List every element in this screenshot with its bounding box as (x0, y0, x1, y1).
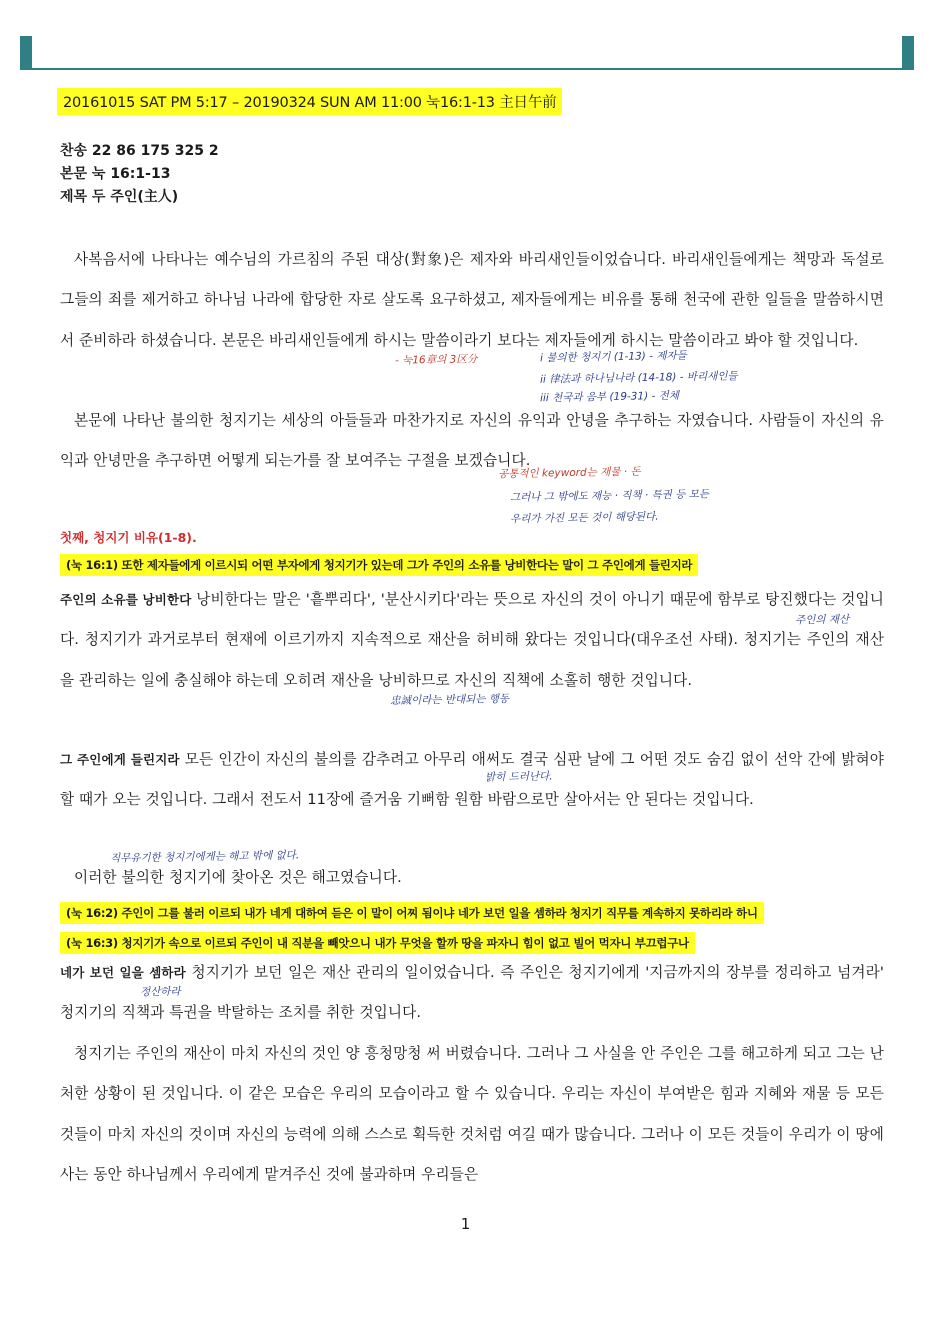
header-corner-bar-right (902, 36, 914, 70)
handwritten-note-keyword: 공통적인 keyword는 재물 · 돈 (497, 465, 641, 481)
intro-paragraph-1: 사복음서에 나타나는 예수님의 가르침의 주된 대상(對象)은 제자와 바리새인들이었습니다. 바리새인들에게는 책망과 독설로 그들의 죄를 제거하고 하나님 나라에 합당한 자로 살도록 요구하셨고, 제자들에게는 비유를 통해 천국에 관한 일들을 말씀하시면서 준비하라 하셨습니다. 본문은 바리새인들에게 하시는 말씀이라기 보다는 제자들에게 하시는 말씀이라고 봐야 할 것입니다. (60, 251, 884, 349)
handwritten-note-keyword-2: 그러나 그 밖에도 재능 · 직책 · 특권 등 모든 (509, 488, 710, 504)
section-heading: 첫째, 청지기 비유(1-8). (60, 530, 197, 545)
intro-paragraph-2: 본문에 나타난 불의한 청지기는 세상의 아들들과 마찬가지로 자신의 유익과 안녕을 추구하는 자였습니다. 사람들이 자신의 유익과 안녕만을 추구하면 어떻게 되는가를 잘 보여주는 구절을 보겠습니다. (60, 412, 884, 470)
page-number: 1 (460, 1215, 471, 1233)
sermon-date-header: 20161015 SAT PM 5:17 – 20190324 SUN AM 11:00 눅16:1-13 主日午前 (57, 88, 562, 115)
hymn-numbers: 찬송 22 86 175 325 2 (60, 143, 219, 159)
paragraph-text: 모든 인간이 자신의 불의를 감추려고 아무리 애써도 결국 심판 날에 그 어떤 것도 숨김 없이 선악 간에 밝혀야 할 때가 오는 것입니다. 그래서 전도서 11장에 즐거움 기뻐함 원함 바람으로만 살아서는 안 된다는 것입니다. (60, 751, 885, 809)
header-corner-bar-left (20, 36, 32, 70)
handwritten-note-chapter-division: - 눅16章의 3区分 (394, 353, 478, 367)
lead-phrase: 그 주인에게 들린지라 (60, 752, 180, 767)
handwritten-note-dismissal: 직무유기한 청지기에게는 해고 밖에 없다. (109, 849, 300, 865)
handwritten-note-division-2: ii 律法과 하나님나라 (14-18) - 바리새인들 (539, 370, 738, 386)
sermon-title: 제목 두 주인(主人) (60, 189, 179, 205)
section1-paragraph-4 (60, 953, 884, 1034)
handwritten-note-keyword-3: 우리가 가진 모든 것이 해당된다. (509, 510, 659, 526)
section1-paragraph-5: 청지기는 주인의 재산이 마치 자신의 것인 양 흥청망청 써 버렸습니다. 그러나 그 사실을 안 주인은 그를 해고하게 되고 그는 난처한 상황이 된 것입니다. 이 같은 모습은 우리의 모습이라고 할 수 있습니다. 우리는 자신이 부여받은 힘과 지혜와 재물 등 모든 것들이 마치 자신의 것이며 자신의 능력에 의해 스스로 획득한 것처럼 여길 때가 많습니다. 그러나 이 모든 것들이 우리가 이 땅에 사는 동안 하나님께서 우리에게 맡겨주신 것에 불과하며 우리들은 (60, 1045, 884, 1183)
lead-phrase: 주인의 소유를 낭비한다 (60, 592, 192, 607)
section1-paragraph-2 (60, 740, 884, 821)
scripture-reference: 본문 눅 16:1-13 (60, 166, 171, 182)
section1-paragraph-1 (60, 580, 884, 701)
handwritten-note-faithfulness: 忠誠이라는 반대되는 행동 (389, 692, 510, 708)
paragraph-text: 청지기가 보던 일은 재산 관리의 일이었습니다. 즉 주인은 청지기에게 '지금까지의 장부를 정리하고 넘겨라' 청지기의 직책과 특권을 박탈하는 조치를 취한 것입니다. (60, 964, 885, 1022)
handwritten-note-revealed: 밝히 드러난다. (484, 770, 553, 784)
lead-phrase: 네가 보던 일을 셈하라 (60, 965, 186, 980)
section1-paragraph-3: 이러한 불의한 청지기에 찾아온 것은 해고였습니다. (74, 869, 402, 886)
handwritten-note-division-1: i 불의한 청지기 (1-13) - 제자들 (539, 349, 687, 365)
handwritten-note-division-3: iii 천국과 음부 (19-31) - 전체 (539, 389, 680, 405)
header-rule (20, 68, 914, 70)
handwritten-note-master-property: 주인의 재산 (794, 613, 850, 627)
verse-quote-16-1: (눅 16:1) 또한 제자들에게 이르시되 어떤 부자에게 청지기가 있는데 그가 주인의 소유를 낭비한다는 말이 그 주인에게 들린지라 (60, 554, 698, 576)
verse-quote-16-3: (눅 16:3) 청지기가 속으로 이르되 주인이 내 직분을 빼앗으니 내가 무엇을 할까 땅을 파자니 힘이 없고 빌어 먹자니 부끄럽구나 (60, 932, 695, 954)
verse-quote-16-2: (눅 16:2) 주인이 그를 불러 이르되 내가 네게 대하여 듣은 이 말이 어찌 됨이냐 네가 보던 일을 셈하라 청지기 직무를 계속하지 못하리라 하니 (60, 902, 764, 924)
handwritten-note-settle: 정산하라 (139, 985, 181, 999)
paragraph-text: 낭비한다는 말은 '흩뿌리다', '분산시키다'라는 뜻으로 자신의 것이 아니기 때문에 함부로 탕진했다는 것입니다. 청지기가 과거로부터 현재에 이르기까지 지속적으로 재산을 허비해 왔다는 것입니다(대우조선 사태). 청지기는 주인의 재산을 관리하는 일에 충실해야 하는데 오히려 재산을 낭비하므로 자신의 직책에 소홀히 행한 것입니다. (60, 591, 884, 689)
